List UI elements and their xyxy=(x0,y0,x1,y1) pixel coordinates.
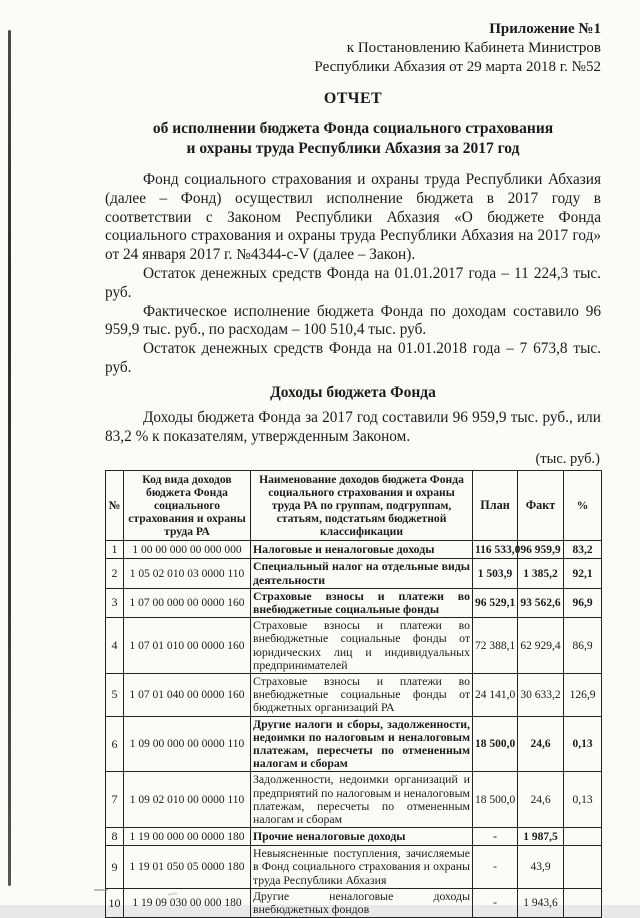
cell-fact: 24,6 xyxy=(518,716,564,772)
table-header-row xyxy=(106,471,602,541)
cell-plan: 96 529,1 xyxy=(473,588,518,617)
cell-num: 9 xyxy=(106,846,124,889)
cell-code: 1 19 09 030 00 000 180 xyxy=(124,888,251,917)
cell-name: Страховые взносы и платежи во внебюджетные социальные фонды xyxy=(251,588,473,617)
cell-name: Прочие неналоговые доходы xyxy=(251,828,473,846)
appendix-line-3: Республики Абхазия от 29 марта 2018 г. №52 xyxy=(314,59,601,75)
cell-code: 1 07 00 000 00 0000 160 xyxy=(124,588,251,617)
cell-num: 10 xyxy=(106,888,124,917)
report-subtitle xyxy=(105,119,601,158)
cell-code: 1 09 02 010 00 0000 110 xyxy=(124,772,251,828)
cell-fact: 62 929,4 xyxy=(518,618,564,674)
cell-num: 3 xyxy=(106,588,124,617)
header-name: Наименование доходов бюджета Фонда социального страхования и охраны труда РА по группам, подгруппам, статьям, подстатьям бюджетной классификации xyxy=(251,471,473,541)
cell-plan: - xyxy=(473,846,518,889)
income-table-head xyxy=(106,471,602,541)
cell-code: 1 07 01 010 00 0000 160 xyxy=(124,618,251,674)
cell-fact: 1 987,5 xyxy=(518,828,564,846)
cell-plan: 24 141,0 xyxy=(473,673,518,716)
cell-plan: - xyxy=(473,828,518,846)
document-content xyxy=(105,20,601,918)
cell-plan: - xyxy=(473,888,518,917)
cell-percent: 86,9 xyxy=(564,618,602,674)
cell-fact: 93 562,6 xyxy=(518,588,564,617)
cell-plan: 116 533,0 xyxy=(473,541,518,559)
income-table xyxy=(105,470,602,918)
cell-plan: 18 500,0 xyxy=(473,772,518,828)
header-num: № xyxy=(106,471,124,541)
appendix-line-2: к Постановлению Кабинета Министров xyxy=(346,40,601,56)
cell-name: Невыясненные поступления, зачисляемые в Фонд социального страхования и охраны труда Республики Абхазия xyxy=(251,846,473,889)
cell-name: Страховые взносы и платежи во внебюджетные социальные фонды от юридических лиц и индивидуальных предпринимателей xyxy=(251,618,473,674)
cell-percent: 83,2 xyxy=(564,541,602,559)
income-table-body xyxy=(106,541,602,918)
report-subtitle-line1: об исполнении бюджета Фонда социального страхования xyxy=(152,120,554,137)
cell-percent: 92,1 xyxy=(564,559,602,588)
table-row xyxy=(106,888,602,917)
cell-code: 1 05 02 010 03 0000 110 xyxy=(124,559,251,588)
report-title: ОТЧЕТ xyxy=(323,90,383,107)
cell-num: 1 xyxy=(106,541,124,559)
table-row xyxy=(106,772,602,828)
cell-percent: 0,13 xyxy=(564,716,602,772)
cell-code: 1 00 00 000 00 000 000 xyxy=(124,541,251,559)
header-code: Код вида доходов бюджета Фонда социального страхования и охраны труда РА xyxy=(124,471,251,541)
cell-fact: 43,9 xyxy=(518,846,564,889)
cell-code: 1 19 01 050 05 0000 180 xyxy=(124,846,251,889)
cell-percent: 126,9 xyxy=(564,673,602,716)
header-plan: План xyxy=(473,471,518,541)
table-row xyxy=(106,828,602,846)
table-row xyxy=(106,673,602,716)
cell-name: Специальный налог на отдельные виды деятельности xyxy=(251,559,473,588)
section-title-incomes: Доходы бюджета Фонда xyxy=(270,383,436,401)
paragraph-balance-2018: Остаток денежных средств Фонда на 01.01.2018 года – 7 673,8 тыс. руб. xyxy=(105,340,601,376)
cell-percent: 96,9 xyxy=(564,588,602,617)
cell-name: Другие налоги и сборы, задолженности, недоимки по налоговым и неналоговым платежам, пересчеты по отмененным налогам и сборам xyxy=(251,716,473,772)
cell-num: 6 xyxy=(106,716,124,772)
cell-fact: 1 943,6 xyxy=(518,888,564,917)
cell-plan: 72 388,1 xyxy=(473,618,518,674)
cell-num: 2 xyxy=(106,559,124,588)
cell-name: Налоговые и неналоговые доходы xyxy=(251,541,473,559)
cell-code: 1 19 00 000 00 0000 180 xyxy=(124,828,251,846)
scan-bottom-artifact-1 xyxy=(94,889,108,891)
cell-plan: 18 500,0 xyxy=(473,716,518,772)
cell-num: 7 xyxy=(106,772,124,828)
section-paragraph: Доходы бюджета Фонда за 2017 год составили 96 959,9 тыс. руб., или 83,2 % к показателям, утвержденным Законом. xyxy=(105,408,601,445)
appendix-block xyxy=(105,20,601,77)
paragraph-balance-2017: Остаток денежных средств Фонда на 01.01.2017 года – 11 224,3 тыс. руб. xyxy=(105,264,601,301)
cell-code: 1 09 00 000 00 0000 110 xyxy=(124,716,251,772)
cell-num: 5 xyxy=(106,673,124,716)
report-subtitle-line2: и охраны труда Республики Абхазия за 2017 год xyxy=(186,139,520,157)
table-row xyxy=(106,559,602,588)
units-note: (тыс. руб.) xyxy=(535,451,600,468)
cell-fact: 24,6 xyxy=(518,772,564,828)
cell-percent xyxy=(564,888,602,917)
body-paragraphs xyxy=(105,171,601,378)
cell-num: 4 xyxy=(106,618,124,674)
cell-plan: 1 503,9 xyxy=(473,559,518,588)
table-row xyxy=(106,846,602,889)
header-percent: % xyxy=(564,471,602,541)
cell-fact: 30 633,2 xyxy=(518,673,564,716)
scan-edge-artifact xyxy=(8,30,11,886)
cell-fact: 96 959,9 xyxy=(518,541,564,559)
cell-percent: 0,13 xyxy=(564,772,602,828)
header-fact: Факт xyxy=(518,471,564,541)
cell-percent xyxy=(564,846,602,889)
table-row xyxy=(106,618,602,674)
cell-fact: 1 385,2 xyxy=(518,559,564,588)
table-row xyxy=(106,588,602,617)
cell-name: Другие неналоговые доходы внебюджетных фондов xyxy=(251,888,473,917)
appendix-title: Приложение №1 xyxy=(489,21,601,37)
cell-num: 8 xyxy=(106,828,124,846)
cell-name: Задолженности, недоимки организаций и предприятий по налоговым и неналоговым платежам, пересчеты по отмененным налогам и сборам xyxy=(251,772,473,828)
table-row xyxy=(106,716,602,772)
cell-code: 1 07 01 040 00 0000 160 xyxy=(124,673,251,716)
cell-percent xyxy=(564,828,602,846)
cell-name: Страховые взносы и платежи во внебюджетные социальные фонды от бюджетных организаций РА xyxy=(251,673,473,716)
paragraph-intro: Фонд социального страхования и охраны труда Республики Абхазия (далее – Фонд) осуществил исполнение бюджета в 2017 году в соответствии с Законом Республики Абхазия «О бюджете Фонда социального страхования и охраны труда Республики Абхазия на 2017 год» от 24 января 2017 г. №4344-с-V (далее – Закон). xyxy=(105,171,601,264)
table-row xyxy=(106,541,602,559)
paragraph-execution: Фактическое исполнение бюджета Фонда по доходам составило 96 959,9 тыс. руб., по расходам – 100 510,4 тыс. руб. xyxy=(105,302,601,339)
